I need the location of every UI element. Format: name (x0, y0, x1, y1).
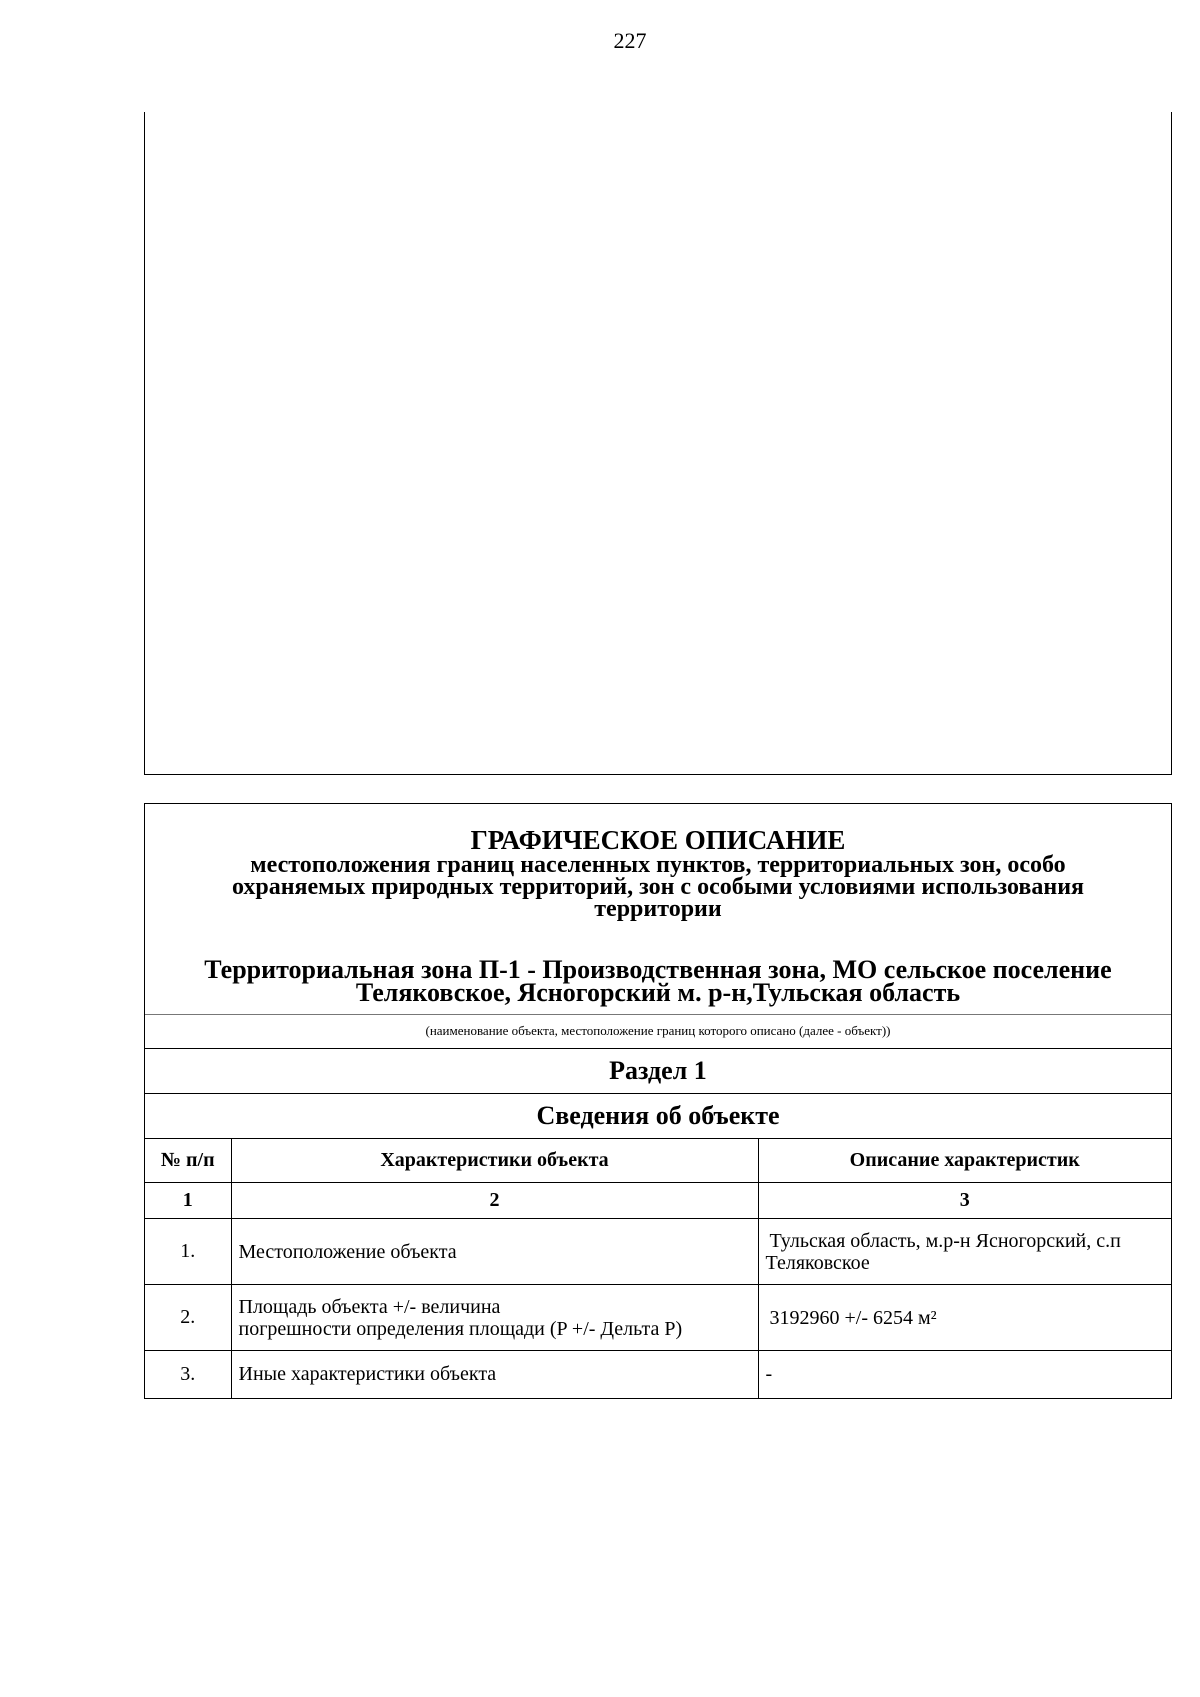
row-description: - (758, 1351, 1171, 1398)
object-info-table (145, 1138, 1171, 1398)
description-value: 3192960 +/- 6254 м² (769, 1306, 937, 1329)
index-cell: 1 (145, 1183, 231, 1219)
row-characteristic (231, 1285, 758, 1351)
characteristic-line: погрешности определения площади (P +/- Дельта P) (238, 1317, 683, 1340)
table-index-row (145, 1183, 1171, 1219)
page-number: 227 (613, 28, 647, 53)
table-row (145, 1219, 1171, 1285)
description-line: Теляковское (765, 1251, 870, 1274)
row-characteristic: Иные характеристики объекта (231, 1351, 758, 1398)
graphic-description-block (144, 803, 1172, 1399)
row-number: 2. (145, 1285, 231, 1351)
subtitle-line: охраняемых природных территорий, зон с особыми условиями использования (231, 874, 1085, 900)
object-name-caption: (наименование объекта, местоположение границ которого описано (далее - объект)) (145, 1014, 1171, 1048)
object-name-line: Территориальная зона П-1 - Производственная зона, МО сельское поселение (204, 955, 1112, 984)
characteristic-line: Площадь объекта +/- величина (238, 1295, 501, 1318)
header-cell-description: Описание характеристик (758, 1139, 1171, 1183)
document-subtitle (145, 854, 1171, 920)
subtitle-line: местоположения границ населенных пунктов, территориальных зон, особо (250, 852, 1066, 878)
object-name-line: Теляковское, Ясногорский м. р-н,Тульская область (355, 978, 961, 1007)
index-cell: 2 (231, 1183, 758, 1219)
table-header-row (145, 1139, 1171, 1183)
row-number: 1. (145, 1219, 231, 1285)
section-subtitle: Сведения об объекте (145, 1093, 1171, 1138)
graphic-frame (144, 112, 1172, 775)
header-cell-characteristic: Характеристики объекта (231, 1139, 758, 1183)
description-line: Тульская область, м.р-н Ясногорский, с.п (769, 1229, 1121, 1252)
table-row (145, 1351, 1171, 1398)
header-cell-number: № п/п (145, 1139, 231, 1183)
description-header (145, 804, 1171, 1014)
section-title: Раздел 1 (145, 1048, 1171, 1093)
object-name (145, 955, 1171, 1007)
row-description (758, 1219, 1171, 1285)
index-cell: 3 (758, 1183, 1171, 1219)
document-title: ГРАФИЧЕСКОЕ ОПИСАНИЕ (470, 825, 846, 855)
table-row (145, 1285, 1171, 1351)
row-characteristic: Местоположение объекта (231, 1219, 758, 1285)
subtitle-line: территории (594, 896, 722, 922)
row-number: 3. (145, 1351, 231, 1398)
row-description (758, 1285, 1171, 1351)
